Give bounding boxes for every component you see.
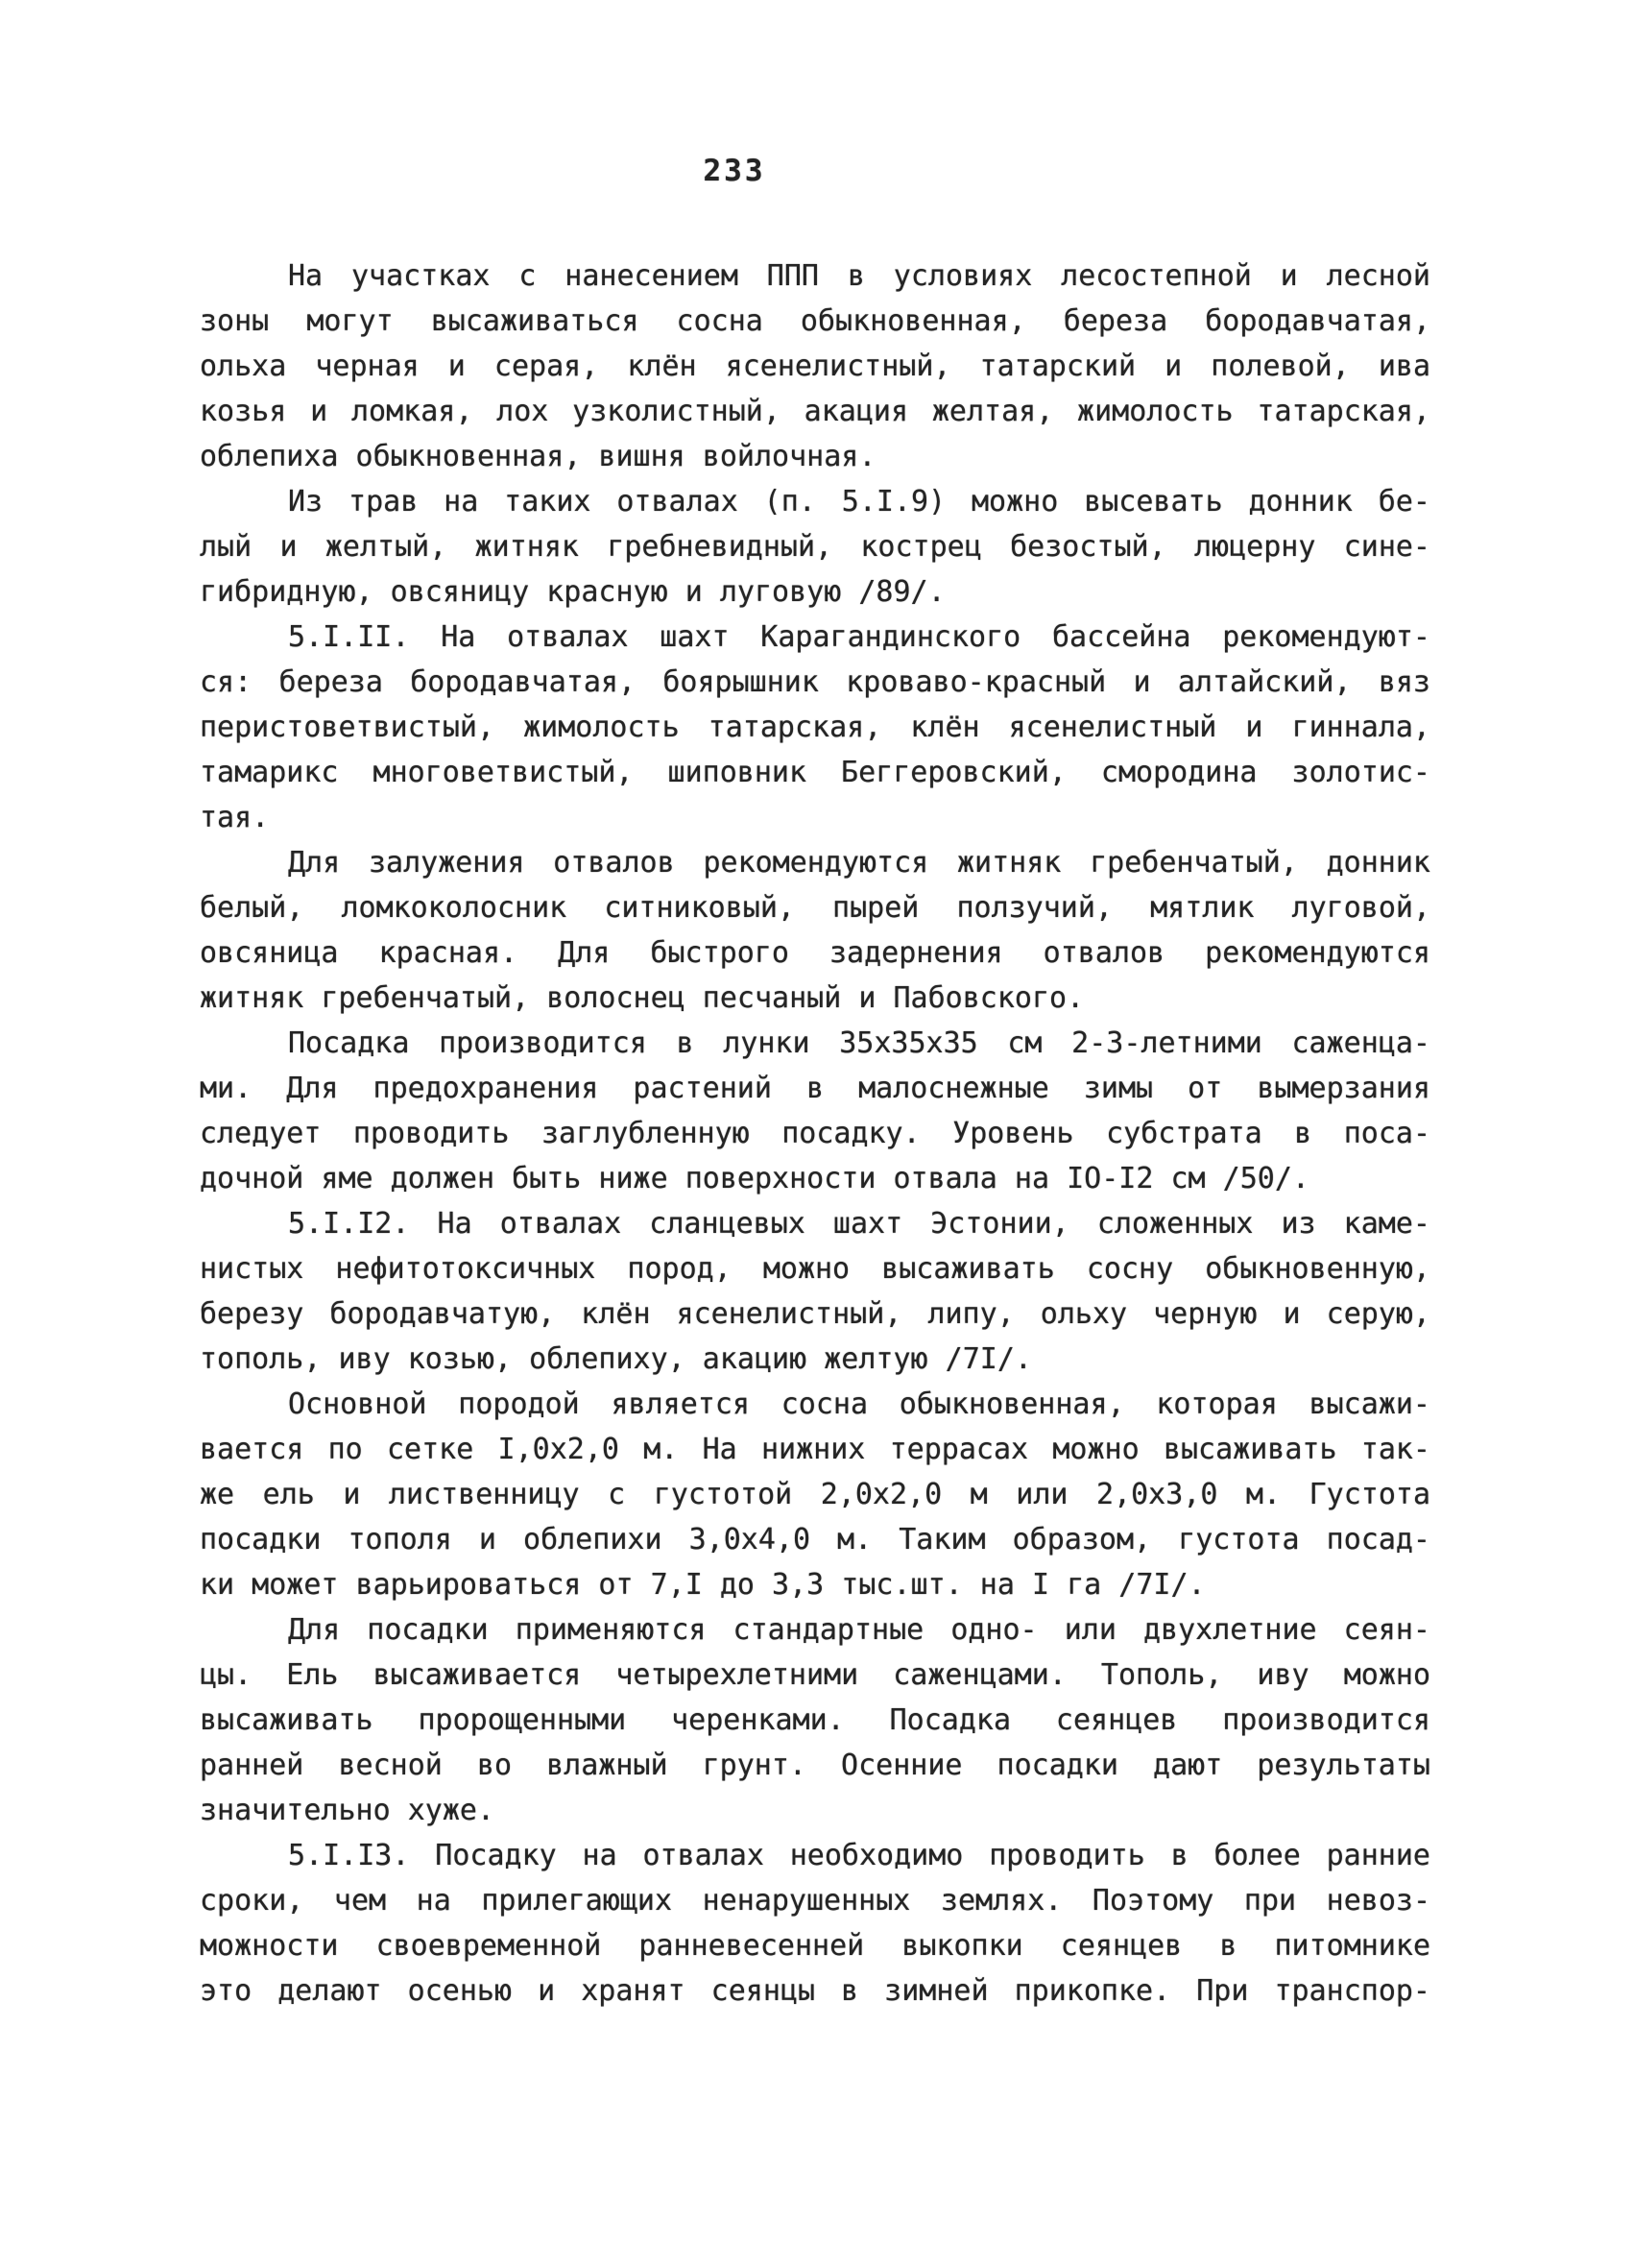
text-line: цы. Ель высаживается четырехлетними саженцами. Тополь, иву можно <box>200 1658 1430 1692</box>
text-line: Посадка производится в лунки 35х35х35 см 2-3-летними саженца- <box>288 1026 1430 1060</box>
paragraph <box>200 1382 1430 1607</box>
text-line: житняк гребенчатый, волоснец песчаный и Пабовского. <box>200 981 1085 1015</box>
text-line: перистоветвистый, жимолость татарская, клён ясенелистный и гиннала, <box>200 711 1430 744</box>
text-line: 5.I.II. На отвалах шахт Карагандинского бассейна рекомендуют- <box>288 620 1430 654</box>
text-line: тая. <box>200 801 270 834</box>
text-line: ранней весной во влажный грунт. Осенние посадки дают результаты <box>200 1749 1430 1782</box>
paragraph <box>200 615 1430 840</box>
paragraph <box>200 1021 1430 1201</box>
text-line: Основной породой является сосна обыкновенная, которая высажи- <box>288 1387 1430 1421</box>
paragraph <box>200 1833 1430 2014</box>
text-line: березу бородавчатую, клён ясенелистный, липу, ольху черную и серую, <box>200 1297 1430 1331</box>
text-line: нистых нефитотоксичных пород, можно высаживать сосну обыкновенную, <box>200 1252 1430 1286</box>
text-line: это делают осенью и хранят сеянцы в зимней прикопке. При транспор- <box>200 1974 1430 2008</box>
paragraph <box>200 1607 1430 1833</box>
text-line: дочной яме должен быть ниже поверхности отвала на IO-I2 см /50/. <box>200 1162 1309 1195</box>
page-number: 233 <box>703 154 766 188</box>
text-line: козья и ломкая, лох узколистный, акация желтая, жимолость татарская, <box>200 395 1430 428</box>
text-line: Для посадки применяются стандартные одно- или двухлетние сеян- <box>288 1613 1430 1647</box>
text-line: сроки, чем на прилегающих ненарушенных землях. Поэтому при невоз- <box>200 1884 1430 1918</box>
text-line: значительно хуже. <box>200 1794 495 1827</box>
text-line: 5.I.I2. На отвалах сланцевых шахт Эстонии, сложенных из каме- <box>288 1207 1430 1241</box>
text-line: 5.I.I3. Посадку на отвалах необходимо проводить в более ранние <box>288 1839 1430 1872</box>
text-line: овсяница красная. Для быстрого задернения отвалов рекомендуются <box>200 936 1430 970</box>
text-line: высаживать пророщенными черенками. Посадка сеянцев производится <box>200 1703 1430 1737</box>
paragraph <box>200 1201 1430 1382</box>
text-line: лый и желтый, житняк гребневидный, кострец безостый, люцерну сине- <box>200 530 1430 564</box>
paragraph <box>200 840 1430 1021</box>
text-line: ки может варьироваться от 7,I до 3,3 тыс.шт. на I га /7I/. <box>200 1568 1206 1602</box>
text-line: посадки тополя и облепихи 3,0х4,0 м. Таким образом, густота посад- <box>200 1523 1430 1556</box>
text-line: ми. Для предохранения растений в малоснежные зимы от вымерзания <box>200 1072 1430 1105</box>
paragraph <box>200 253 1430 479</box>
paragraph <box>200 479 1430 615</box>
text-line: тополь, иву козью, облепиху, акацию желтую /7I/. <box>200 1342 1032 1376</box>
text-line: тамарикс многоветвистый, шиповник Беггеровский, смородина золотис- <box>200 756 1430 789</box>
text-line: На участках с нанесением ППП в условиях лесостепной и лесной <box>288 259 1430 293</box>
text-line: следует проводить заглубленную посадку. Уровень субстрата в поса- <box>200 1117 1430 1150</box>
text-line: вается по сетке I,0х2,0 м. На нижних террасах можно высаживать так- <box>200 1433 1430 1466</box>
text-line: ольха черная и серая, клён ясенелистный, татарский и полевой, ива <box>200 350 1430 383</box>
text-line: же ель и лиственницу с густотой 2,0х2,0 м или 2,0х3,0 м. Густота <box>200 1478 1430 1511</box>
text-line: облепиха обыкновенная, вишня войлочная. <box>200 440 877 473</box>
text-line: Для залужения отвалов рекомендуются житняк гребенчатый, донник <box>288 846 1430 880</box>
text-line: ся: береза бородавчатая, боярышник кроваво-красный и алтайский, вяз <box>200 665 1430 699</box>
text-line: белый, ломкоколосник ситниковый, пырей ползучий, мятлик луговой, <box>200 891 1430 925</box>
text-line: зоны могут высаживаться сосна обыкновенная, береза бородавчатая, <box>200 304 1430 338</box>
text-line: можности своевременной ранневесенней выкопки сеянцев в питомнике <box>200 1929 1430 1963</box>
text-line: Из трав на таких отвалах (п. 5.I.9) можно высевать донник бе- <box>288 485 1430 519</box>
text-line: гибридную, овсяницу красную и луговую /89/. <box>200 575 946 609</box>
text-body <box>200 253 1430 2014</box>
